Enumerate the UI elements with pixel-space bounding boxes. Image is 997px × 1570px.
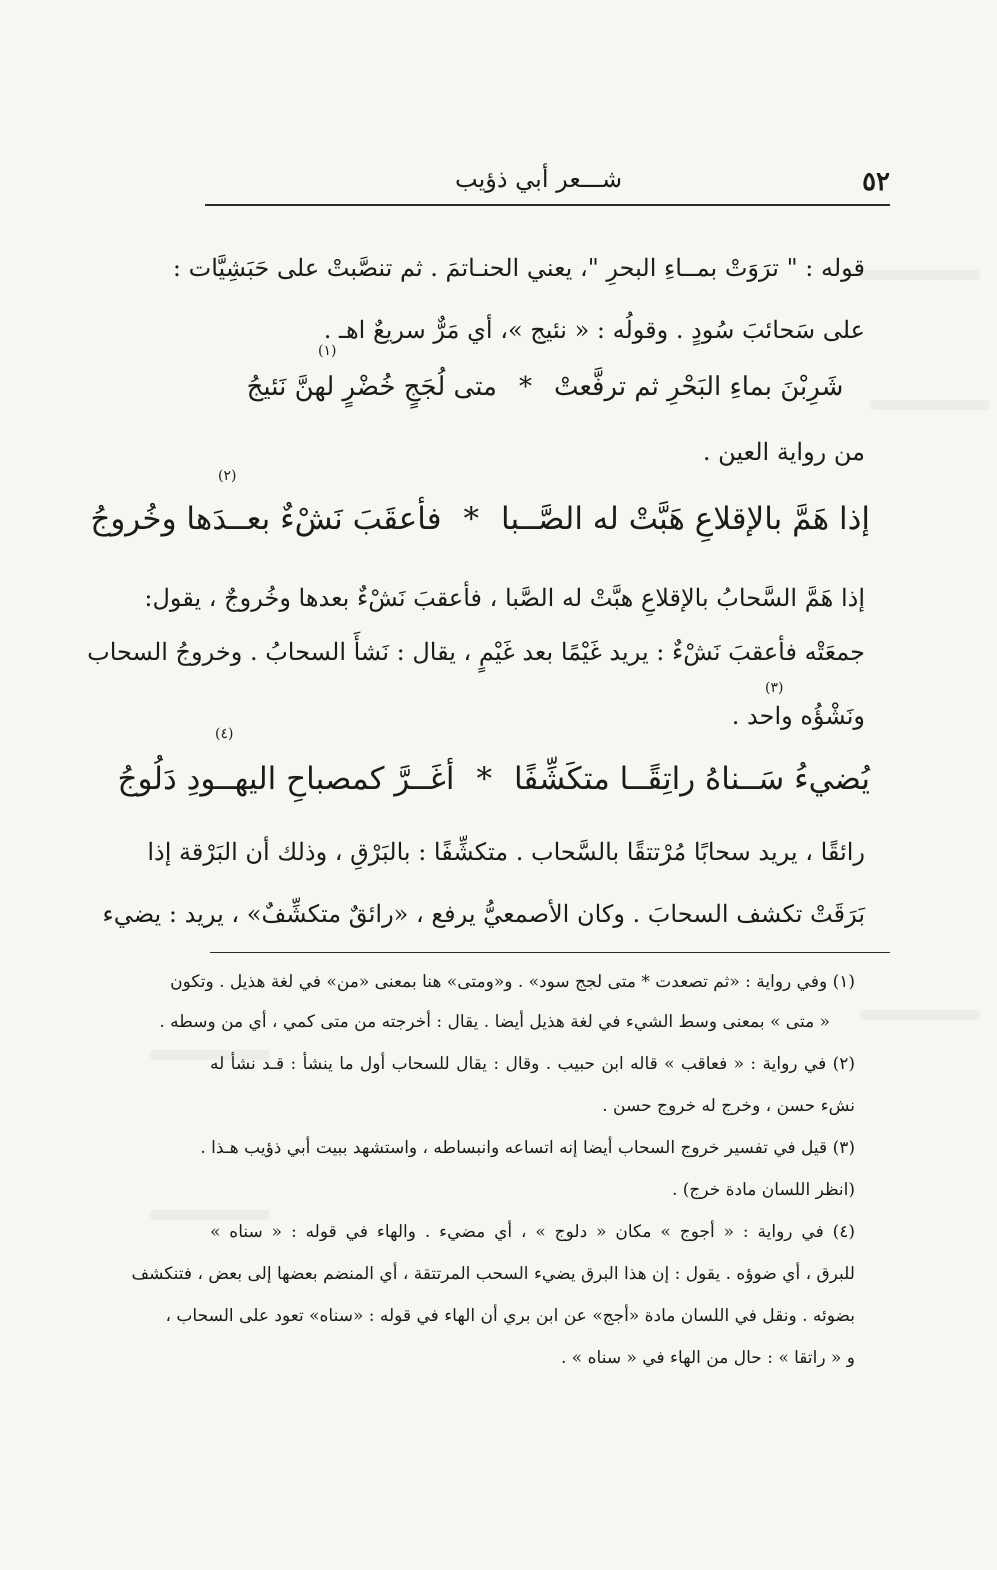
footnote-line: و « راتقا » : حال من الهاء في « سناه » . [561,1348,855,1368]
verse-separator: * [518,372,532,402]
commentary-line: على سَحائبَ سُودٍ . وقولُه : « نئيج »، أي مَرٌّ سريعٌ اهـ . [323,316,865,344]
footnote-line: نشء حسن ، وخرج له خروج حسن . [602,1096,855,1116]
commentary-line: قوله : " ترَوَتْ بمــاءِ البحرِ "، يعني الحنـاتمَ . ثم تنصَّبتْ على حَبَشِيَّات : [172,254,865,282]
commentary-line: إذا هَمَّ السَّحابُ بالإقلاعِ هبَّتْ له الصَّبا ، فأعقبَ نَشْءٌ بعدها وخُروجٌ ، يقول: [144,584,865,612]
header-rule [205,204,890,206]
verse-line [225,360,865,414]
footnote-rule [210,952,890,953]
verse-line [90,492,870,546]
verse-hemistich-first: إذا هَمَّ بالإقلاعِ هَبَّتْ له الصَّــبا [501,501,870,537]
footnote-ref: (١) [318,343,337,359]
verse-hemistich-first: شَرِبْنَ بماءِ البَحْرِ ثم ترفَّعتْ [553,372,844,402]
footnote-line: (١) وفي رواية : «ثم تصعدت * متى لجج سود» . و«ومتى» هنا بمعنى «من» في لغة هذيل . وتكون [170,972,855,992]
verse-separator: * [476,761,492,797]
page-header [205,165,890,205]
bleed-through-mark [870,400,990,410]
footnote-line: (٤) في رواية : « أجوج » مكان « دلوج » ، أي مضيء . والهاء في قوله : « سناه » [210,1222,855,1242]
footnote-ref: (٤) [215,726,234,742]
footnote-line: « متى » بمعنى وسط الشيء في لغة هذيل أيضا . يقال : أخرجته من متى كمي ، أي من وسطه . [159,1012,830,1032]
bleed-through-mark [860,1010,980,1020]
footnote-line: (٣) قيل في تفسير خروج السحاب أيضا إنه اتساعه وانبساطه ، واستشهد ببيت أبي ذؤيب هـذا . [200,1138,855,1158]
commentary-line: ونَشْؤُه واحد . [731,702,865,730]
commentary-line: بَرَقَتْ تكشف السحابَ . وكان الأصمعيُّ يرفع ، «رائقٌ متكشِّفٌ» ، يريد : يضيء [102,900,865,928]
footnote-line: (٢) في رواية : « فعاقب » قاله ابن حبيب . وقال : يقال للسحاب أول ما ينشأ : قـد نشأ له [210,1054,855,1074]
verse-hemistich-second: فأعقَبَ نَشْءٌ بعــدَها وخُروجُ [90,501,442,537]
running-title: شـــعر أبي ذؤيب [455,165,623,193]
footnote-line: بضوئه . ونقل في اللسان مادة «أجج» عن ابن بري أن الهاء في قوله : «سناه» تعود على السحاب ، [165,1306,855,1326]
commentary-line: من رواية العين . [702,438,865,466]
verse-line [117,752,870,806]
footnote-line: للبرق ، أي ضوؤه . يقول : إن هذا البرق يضيء السحب المرتتقة ، أي المنضم بعضها إلى بعض ، فتنكشف [131,1264,855,1284]
footnote-ref: (٢) [218,468,237,484]
verse-hemistich-second: أغَــرَّ كمصباحِ اليهــودِ دَلُوجُ [117,761,455,797]
commentary-line: رائقًا ، يريد سحابًا مُرْتتقًا بالسَّحاب . متكشِّفًا : بالبَرْقِ ، وذلك أن البَرْقة إذا [147,838,865,866]
commentary-line: جمعَتْه فأعقبَ نَشْءٌ : يريد غَيْمًا بعد غَيْمٍ ، يقال : نَشأَ السحابُ . وخروجُ السحاب [87,638,865,666]
verse-hemistich-first: يُضيءُ سَــناهُ راتِقًــا متكَشِّفًا [513,761,870,797]
verse-separator: * [463,501,480,537]
footnote-line: (انظر اللسان مادة خرج) . [671,1180,855,1200]
footnote-ref: (٣) [765,680,784,696]
page-number: ٥٢ [862,167,890,197]
verse-hemistich-second: متى لُجَجٍ خُضْرٍ لهنَّ نَئيجُ [246,372,497,402]
bleed-through-mark [860,270,980,280]
